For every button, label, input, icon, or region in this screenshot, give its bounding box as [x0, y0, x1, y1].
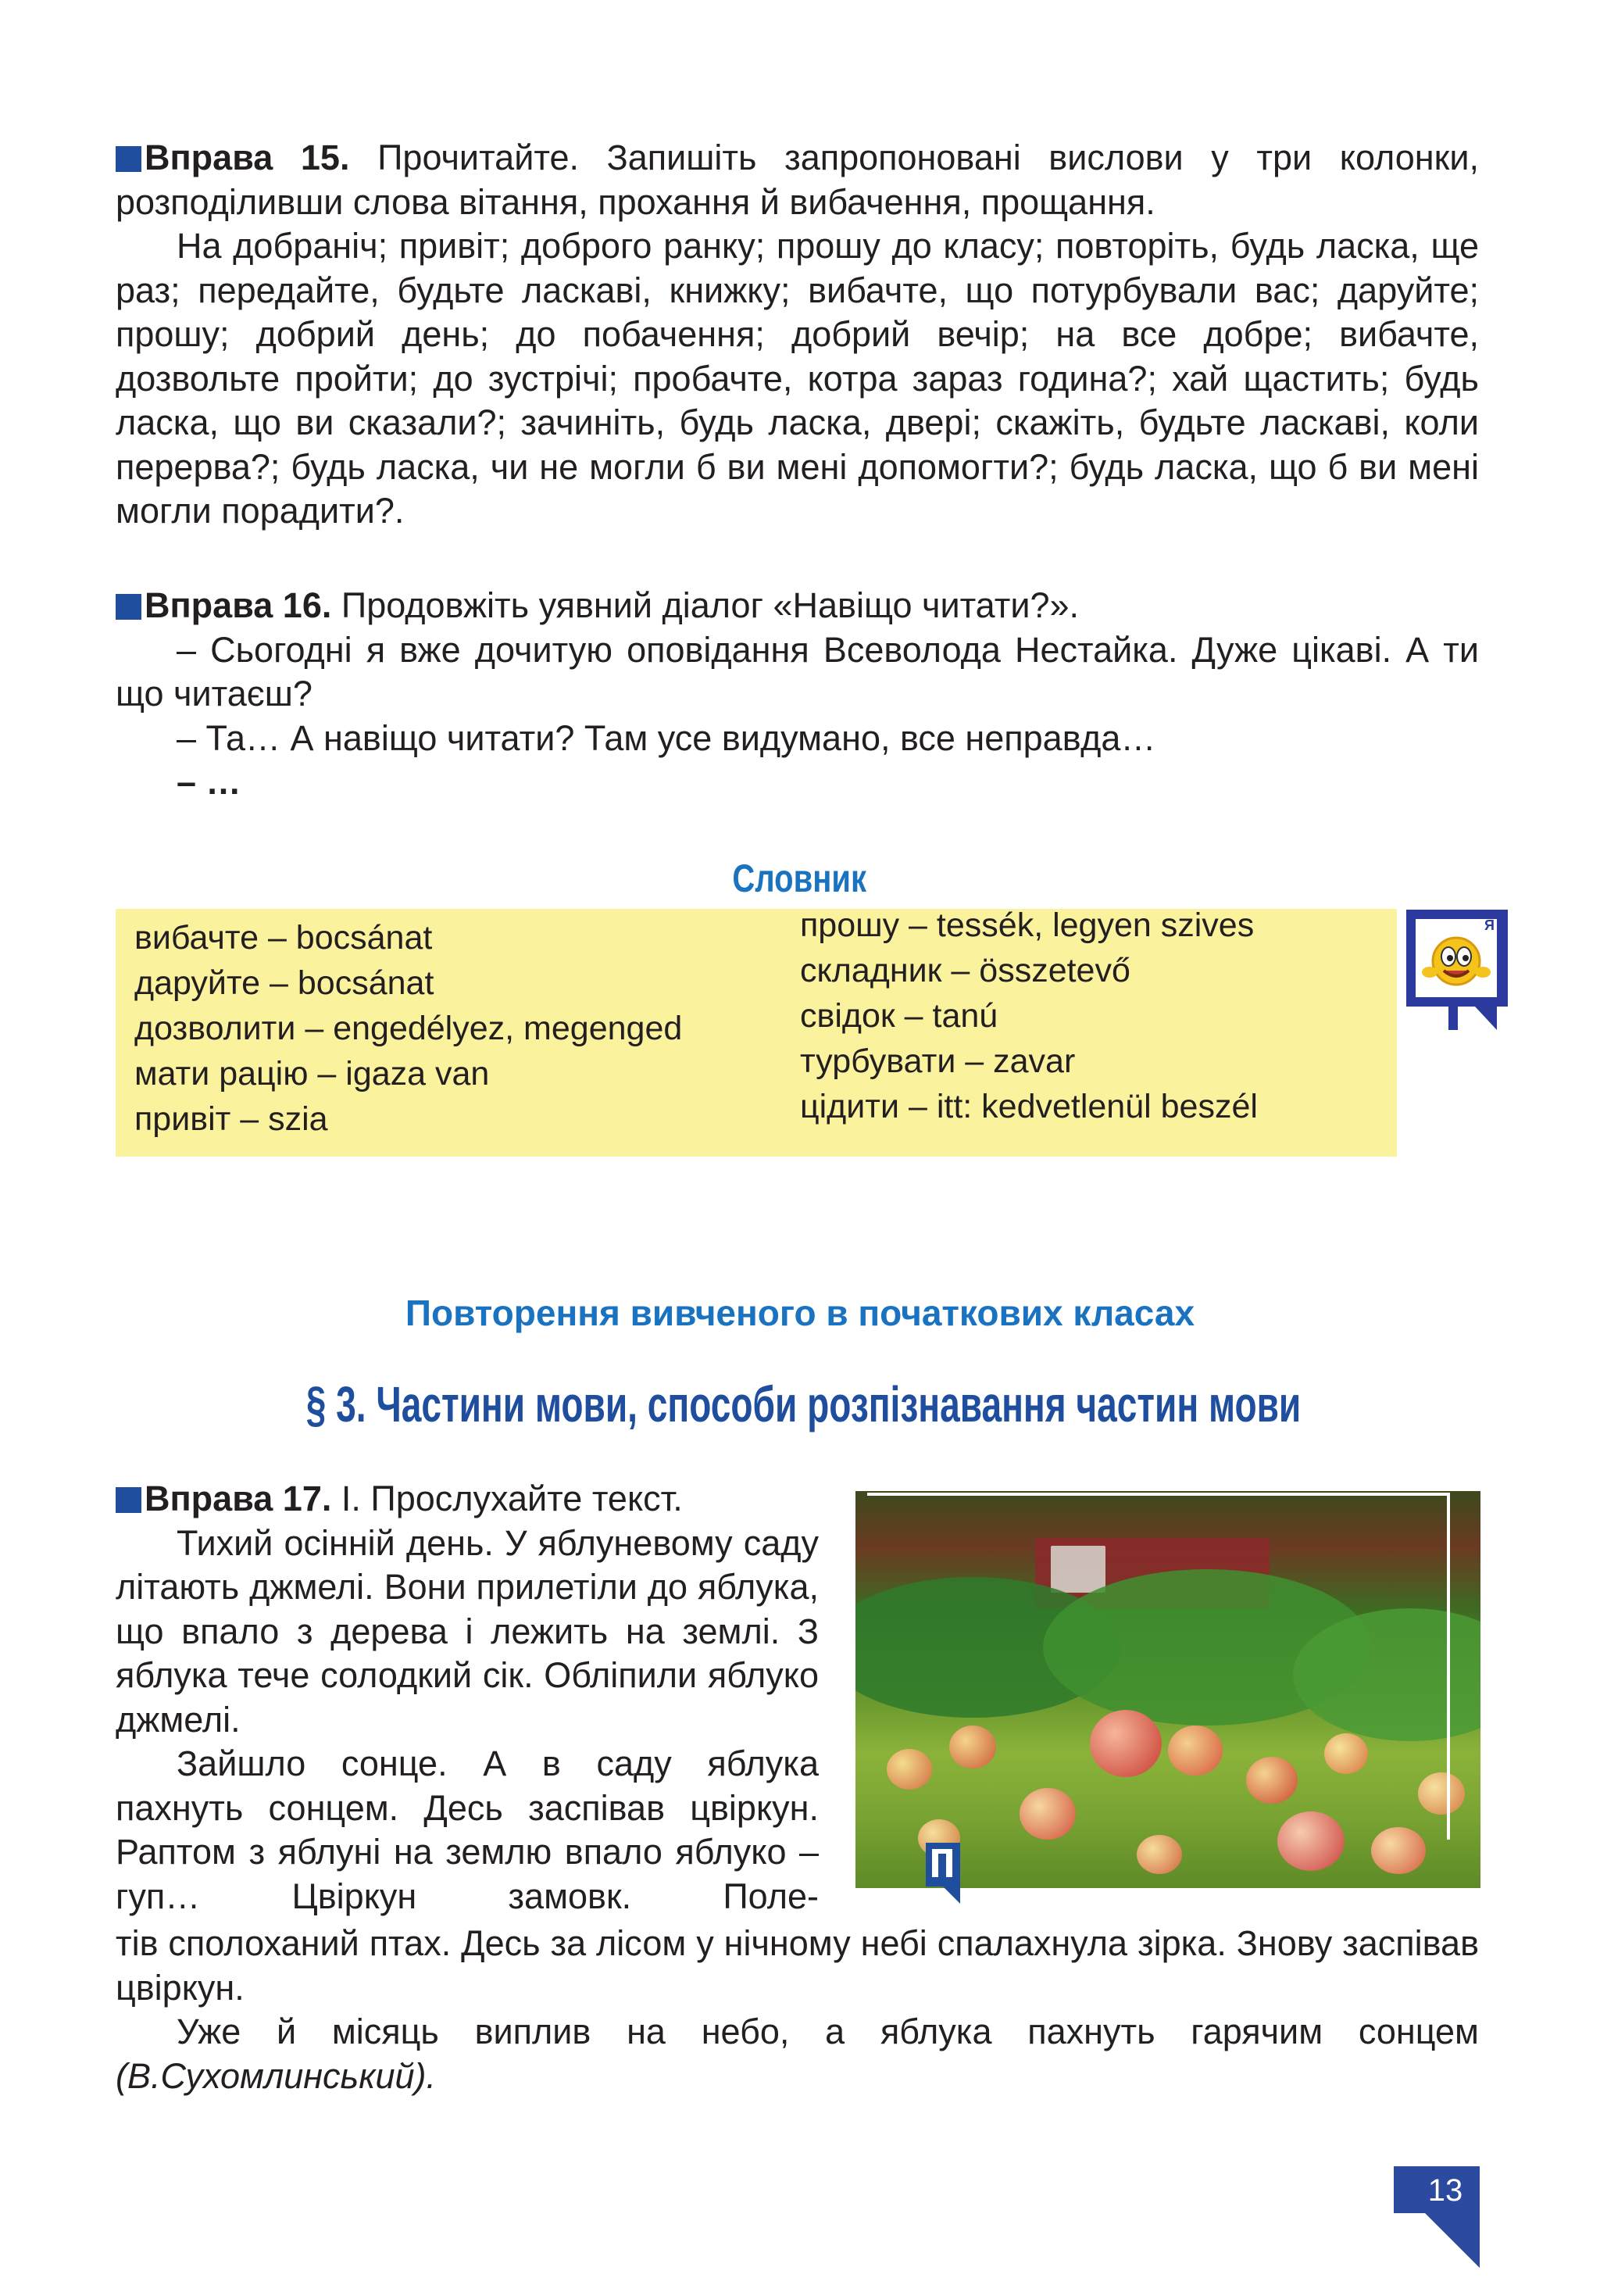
dialog-line: – Та… А навіщо читати? Там усе видумано, все неправда… — [177, 717, 1156, 758]
vocab-entry: мати рацію – igaza van — [134, 1055, 490, 1093]
vocab-entry: даруйте – bocsánat — [134, 964, 434, 1002]
exercise-17-instruction: Вправа 17. І. Прослухайте текст. — [116, 1477, 819, 1522]
dialog-line: – … — [177, 762, 241, 802]
vocab-entry: прошу – tessék, legyen szives — [800, 907, 1255, 944]
exercise-marker-icon — [116, 146, 141, 172]
dialog-line: – Сьогодні я вже дочитую оповідання Всеволода Нестайка. Дуже цікаві. А ти що читаєш? — [116, 629, 1479, 713]
vocab-entry: привіт – szia — [134, 1100, 328, 1138]
exercise-marker-icon — [116, 594, 141, 620]
vocab-entry: вибачте – bocsánat — [134, 919, 433, 957]
exercise-15-label: Вправа 15. — [145, 138, 350, 177]
exercise-17-paragraph: тів сполоханий птах. Десь за лісом у нічному небі спалахнула зірка. Знову заспівав цвіркун. — [116, 1923, 1479, 2008]
mascot-letter: Я — [1484, 917, 1495, 933]
exercise-17 — [116, 1477, 819, 1919]
exercise-marker-icon — [116, 1487, 141, 1513]
vocab-right-column — [800, 903, 1258, 1129]
exercise-15 — [116, 136, 1479, 534]
vocab-entry: складник – összetevő — [800, 952, 1130, 989]
paragraph-title: § 3. Частини мови, способи розпізнавання частин мови — [305, 1376, 1302, 1432]
vocab-entry: турбувати – zavar — [800, 1042, 1076, 1080]
photo-frame — [867, 1493, 1450, 1840]
mascot-letter: А — [1423, 933, 1434, 949]
exercise-17-paragraph: Тихий осінній день. У яблуневому саду літають джмелі. Вони прилетіли до яблука, що впало з дерева і лежить на землі. З яблука тече солодкий сік. Обліпили яблуко джмелі. — [116, 1522, 819, 1740]
section-title: Повторення вивченого в початкових класах — [405, 1293, 1195, 1333]
vocab-title: Словник — [732, 857, 866, 900]
page-number: 13 — [1427, 2173, 1463, 2208]
page-number-tab — [1394, 2166, 1480, 2268]
exercise-17-paragraph: Зайшло сонце. А в саду яблука пахнуть сонцем. Десь заспівав цвіркун. Раптом з яблуні на землю впало яблуко – гуп… Цвіркун замовк. Поле- — [116, 1743, 819, 1916]
exercise-16-label: Вправа 16. — [145, 585, 332, 625]
vocab-entry: цідити – itt: kedvetlenül beszél — [800, 1088, 1258, 1125]
exercise-17-label: Вправа 17. — [145, 1479, 332, 1518]
exercise-15-instruction: Вправа 15. Прочитайте. Запишіть запропоновані вислови у три колонки, розподіливши слова вітання, прохання й вибачення, прощання. — [116, 138, 1479, 222]
vocab-entry: свідок – tanú — [800, 997, 998, 1035]
exercise-16-instruction: Вправа 16. Продовжіть уявний діалог «Навіщо читати?». — [116, 584, 1479, 628]
vocab-left-column — [134, 915, 682, 1142]
exercise-15-body: На добраніч; привіт; доброго ранку; прошу до класу; повторіть, будь ласка, ще раз; передайте, будьте ласкаві, книжку; вибачте, що потурбували вас; даруйте; прошу; добрий день; до побачення; добрий вечір; на все добре; вибачте, дозвольте пройти; до зустрічі; пробачте, котра зараз година?; хай щастить; будь ласка, що ви сказали?; зачиніть, будь ласка, двері; скажіть, будьте ласкаві, коли перерва?; будь ласка, чи не могли б ви мені допомогти?; будь ласка, що б ви мені могли порадити?. — [116, 226, 1479, 531]
author-citation: (В.Сухомлинський). — [116, 2055, 436, 2096]
exercise-17-paragraph: Уже й місяць виплив на небо, а яблука пахнуть гарячим сонцем (В.Сухомлинський). — [116, 2012, 1479, 2096]
dictionary-mascot-icon — [1403, 907, 1509, 1041]
vocab-box — [116, 909, 1397, 1157]
listening-marker-icon — [924, 1841, 962, 1905]
vocab-entry: дозволити – engedélyez, megenged — [134, 1010, 683, 1047]
exercise-16 — [116, 584, 1479, 805]
exercise-17-continued — [116, 1922, 1479, 2098]
